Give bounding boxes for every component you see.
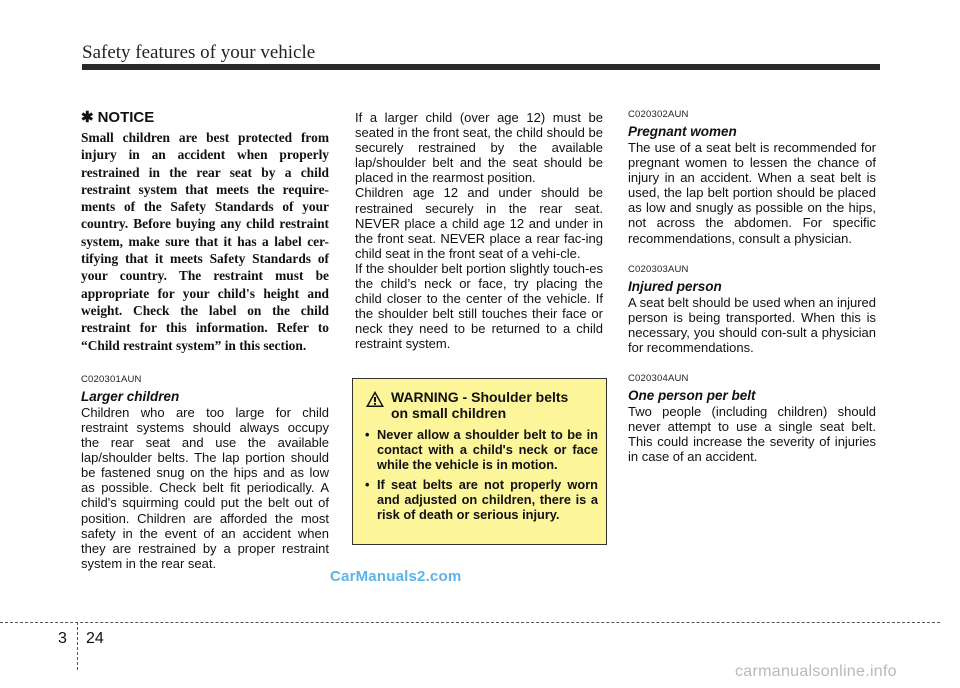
section-code-one-person: C020304AUN <box>628 373 689 385</box>
page-header-title: Safety features of your vehicle <box>82 42 316 63</box>
injured-heading: Injured person <box>628 278 722 294</box>
larger-children-paragraph-2: If a larger child (over age 12) must be seated in the front seat, the child should be securely restrained by the available lap/shoulder belt and the seat should be placed in the rearmost position. <box>355 110 603 186</box>
section-code-larger-children: C020301AUN <box>81 373 142 385</box>
warning-item: • If seat belts are not properly worn and adjusted on children, there is a risk of death or serious injury. <box>365 477 598 523</box>
warning-list <box>365 427 598 522</box>
section-code-injured: C020303AUN <box>628 263 689 275</box>
pregnant-heading: Pregnant women <box>628 124 737 139</box>
chapter-number: 3 <box>58 630 67 647</box>
notice-title: NOTICE <box>97 108 155 126</box>
larger-children-paragraph-1: Children who are too large for child restraint systems should always occupy the rear seat and use the available lap/shoulder belts. The lap portion should be fastened snug on the hips and as low as possible. Check belt fit periodically. A child's squirming could put the belt out of position. Children are afforded the most safety in the event of an accident when they are restrained by a proper restraint system in the rear seat. <box>81 404 329 571</box>
warning-title: WARNING - Shoulder belts <box>391 389 569 405</box>
column-2 <box>355 110 603 352</box>
site-watermark: carmanualsonline.info <box>735 663 897 680</box>
larger-children-paragraph-4: If the shoulder belt portion slightly touch-es the child’s neck or face, try placing the child closer to the center of the vehicle. If the shoulder belt still touches their face or neck they need to be returned to a child restraint system. <box>355 260 603 352</box>
warning-box <box>352 378 607 545</box>
section-code-pregnant: C020302AUN <box>628 109 689 120</box>
column-1 <box>81 108 329 571</box>
larger-children-paragraph-3: Children age 12 and under should be restrained securely in the rear seat. NEVER place a child age 12 and under in the front seat. NEVER place a rear fac-ing child seat in the front seat of a vehi-cle. <box>355 185 603 261</box>
notice-body: Small children are best protected from injury in an accident when properly restrained in the rear seat by a child restraint system that meets the require-ments of the Safety Standards of your country. Before buying any child restraint system, make sure that it has a label cer-tifying that it meets Safety Standards of your country. The restraint must be appropriate for your child's height and weight. Check the label on the child restraint for this information. Refer to “Child restraint system” in this section. <box>81 130 329 353</box>
one-person-paragraph: Two people (including children) should never attempt to use a single seat belt. This could increase the severity of injuries in case of an accident. <box>628 404 876 465</box>
injured-paragraph: A seat belt should be used when an injured person is being transported. When this is necessary, you should con-sult a physician for recommendations. <box>628 294 876 355</box>
larger-children-heading: Larger children <box>81 388 180 404</box>
page-number: 24 <box>86 630 104 647</box>
warning-triangle-icon <box>365 390 385 408</box>
notice-star-icon: ✱ <box>81 109 94 126</box>
warning-item: • Never allow a shoulder belt to be in contact with a child's neck or face while the vehicle is in motion. <box>365 427 598 473</box>
one-person-heading: One person per belt <box>628 388 756 404</box>
header-rule <box>82 64 880 70</box>
warning-subtitle: on small children <box>391 405 507 421</box>
footer-rule <box>0 622 940 623</box>
pregnant-paragraph: The use of a seat belt is recommended for pregnant women to lessen the chance of injury in an accident. When a seat belt is used, the lap belt portion should be placed as low and snugly as possible on the hips, not across the abdomen. For specific recommendations, consult a physician. <box>628 140 876 246</box>
notice-heading <box>81 108 329 126</box>
column-3 <box>628 109 876 464</box>
watermark-link[interactable]: CarManuals2.com <box>330 568 462 585</box>
footer-divider <box>77 622 78 670</box>
